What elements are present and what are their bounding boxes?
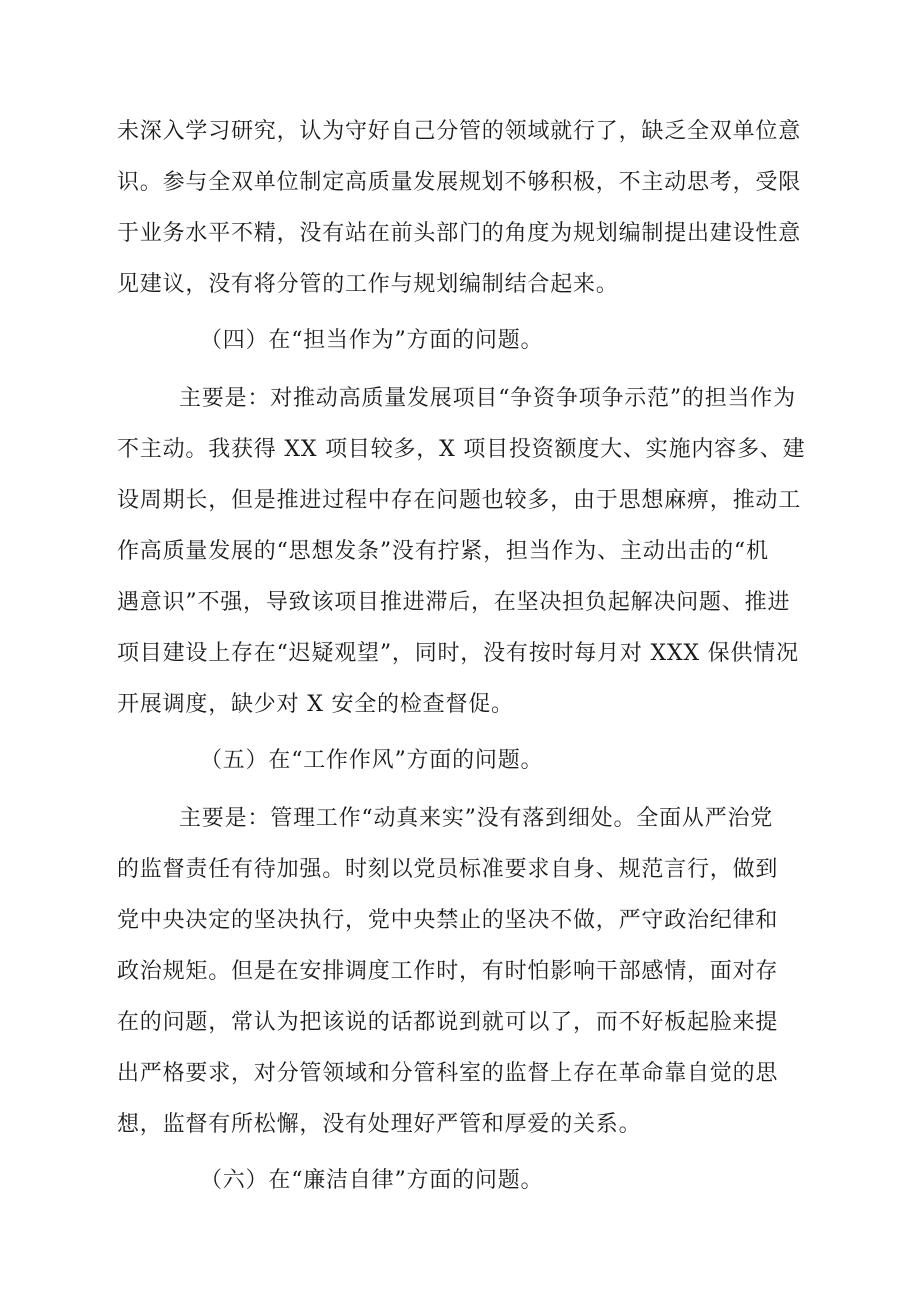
paragraph-line: 开展调度，缺少对 X 安全的检查督促。 (117, 692, 514, 717)
paragraph-line: 想，监督有所松懈，没有处理好严管和厚爱的关系。 (117, 1112, 642, 1137)
paragraph-line: 主要是：对推动高质量发展项目“争资争项争示范”的担当作为 (179, 386, 796, 411)
section-heading-5: （五）在“工作作风”方面的问题。 (200, 748, 544, 773)
paragraph-line: 出严格要求，对分管领域和分管科室的监督上存在革命靠自觉的思 (117, 1061, 779, 1086)
paragraph-line: 党中央决定的坚决执行，党中央禁止的坚决不做，严守政治纪律和 (117, 908, 779, 933)
paragraph-line: 政治规矩。但是在安排调度工作时，有时怕影响干部感情，面对存 (117, 959, 779, 984)
paragraph-line: 于业务水平不精，没有站在前头部门的角度为规划编制提出建设性意 (117, 221, 802, 246)
section-heading-4: （四）在“担当作为”方面的问题。 (200, 328, 544, 353)
paragraph-line: 项目建设上存在“迟疑观望”，同时，没有按时每月对 XXX 保供情况 (117, 641, 799, 666)
paragraph-line: 在的问题，常认为把该说的话都说到就可以了，而不好板起脸来提 (117, 1010, 779, 1035)
paragraph-line: 遇意识”不强，导致该项目推进滞后，在坚决担负起解决问题、推进 (117, 590, 791, 615)
paragraph-line: 未深入学习研究，认为守好自己分管的领域就行了，缺乏全双单位意 (117, 119, 802, 144)
paragraph-line: 不主动。我获得 XX 项目较多，X 项目投资额度大、实施内容多、建 (117, 437, 806, 462)
section-heading-6: （六）在“廉洁自律”方面的问题。 (200, 1168, 544, 1193)
paragraph-line: 见建议，没有将分管的工作与规划编制结合起来。 (117, 272, 619, 297)
paragraph-line: 识。参与全双单位制定高质量发展规划不够积极，不主动思考，受限 (117, 170, 802, 195)
paragraph-line: 主要是：管理工作“动真来实”没有落到细处。全面从严治党 (179, 806, 774, 831)
paragraph-line: 的监督责任有待加强。时刻以党员标准要求自身、规范言行，做到 (117, 857, 779, 882)
paragraph-line: 设周期长，但是推进过程中存在问题也较多，由于思想麻痹，推动工 (117, 488, 802, 513)
paragraph-line: 作高质量发展的“思想发条”没有拧紧，担当作为、主动出击的“机 (117, 539, 769, 564)
